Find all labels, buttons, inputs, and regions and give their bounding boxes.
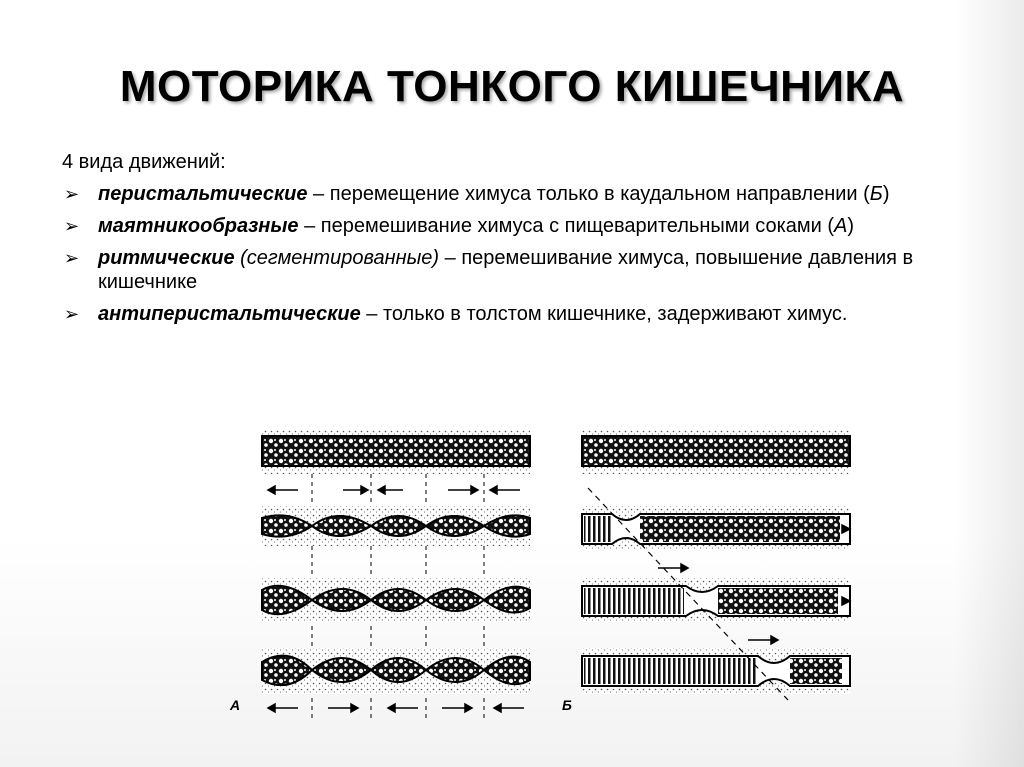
slide-content [62, 150, 962, 334]
panel-b-diagram [562, 430, 850, 713]
panel-a-diagram [229, 430, 530, 718]
arrow-bullet-icon: ➢ [64, 216, 80, 236]
figure-label-a: А [230, 697, 241, 713]
movement-list [62, 182, 962, 326]
term-antiperistaltic: антиперистальтические [98, 303, 361, 325]
term-rhythmic: ритмические [98, 247, 235, 269]
list-item: ➢ перистальтические – перемещение химуса только в каудальном направлении (Б) [64, 183, 890, 205]
term-peristaltic: перистальтические [98, 183, 308, 205]
intestine-motility-figure [228, 418, 868, 728]
list-item: ➢ ритмические (сегментированные) – перемешивание химуса, повышение давления в кишечнике [64, 247, 914, 293]
arrow-bullet-icon: ➢ [64, 304, 80, 324]
term-pendular: маятникообразные [98, 215, 299, 237]
arrow-bullet-icon: ➢ [64, 248, 80, 268]
intro-text: 4 вида движений: [62, 151, 226, 173]
figure-label-b: Б [562, 697, 572, 713]
list-item: ➢ антиперистальтические – только в толстом кишечнике, задерживают химус. [64, 303, 848, 325]
list-item: ➢ маятникообразные – перемешивание химуса с пищеварительными соками (А) [64, 215, 855, 237]
page-title: МОТОРИКА ТОНКОГО КИШЕЧНИКА [119, 62, 905, 111]
slide-edge-shadow [954, 0, 1024, 767]
arrow-bullet-icon: ➢ [64, 184, 80, 204]
